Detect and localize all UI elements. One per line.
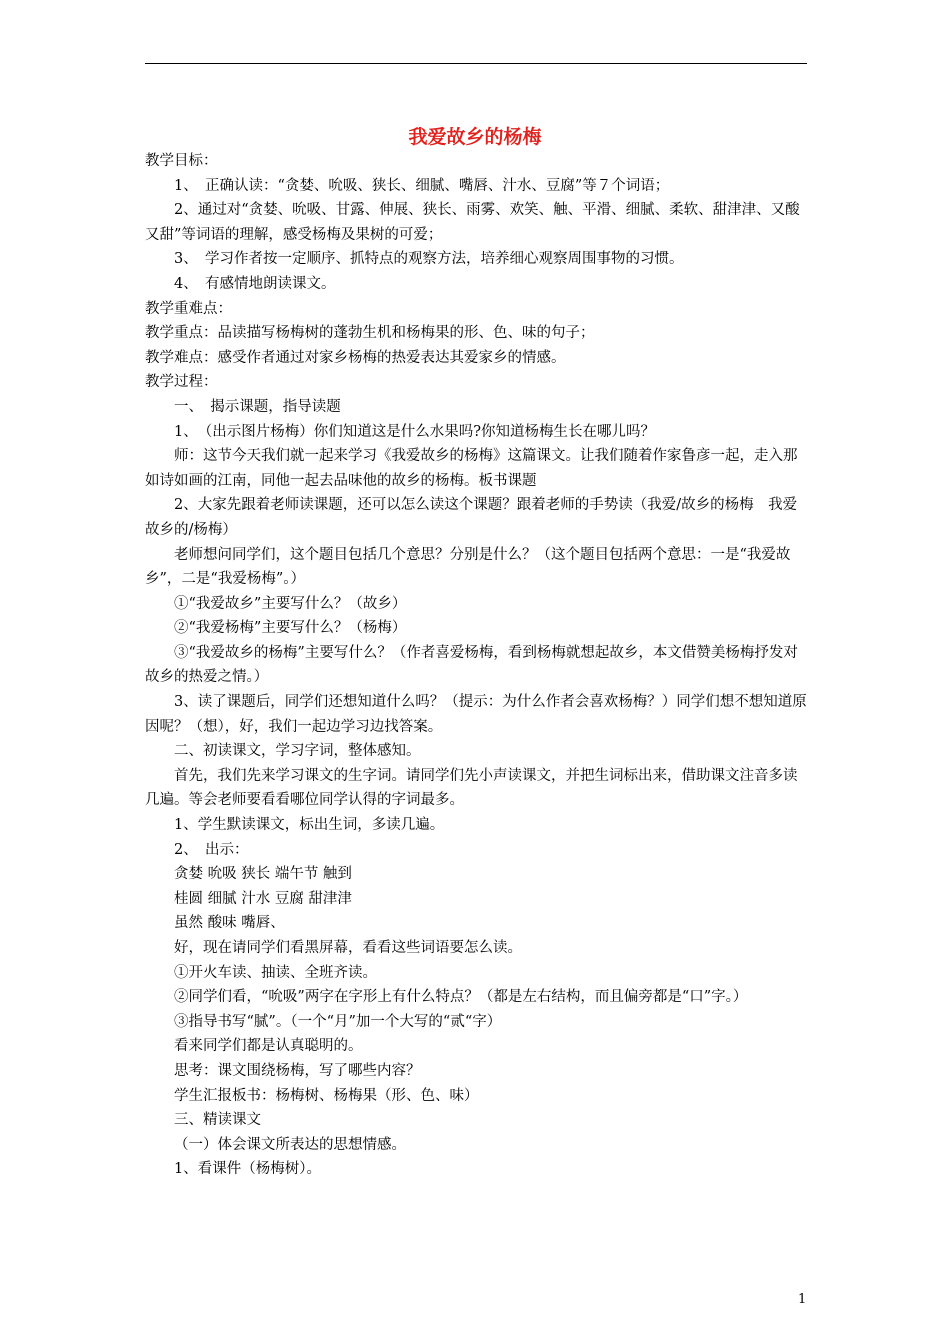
paragraph: 2、大家先跟着老师读课题，还可以怎么读这个课题？跟着老师的手势读（我爱/故乡的杨梅 我爱故乡的/杨梅） — [145, 497, 798, 538]
paragraph: ②同学们看，“吮吸”两字在字形上有什么特点？（都是左右结构，而且偏旁都是“口”字。） — [174, 989, 748, 1006]
paragraph: 学生汇报板书：杨梅树、杨梅果（形、色、味） — [174, 1087, 479, 1104]
paragraph: ②“我爱杨梅”主要写什么？（杨梅） — [174, 620, 407, 637]
paragraph: 三、精读课文 — [174, 1112, 261, 1129]
paragraph: ①“我爱故乡”主要写什么？（故乡） — [174, 595, 407, 612]
paragraph: 虽然 酸味 嘴唇、 — [174, 915, 285, 932]
paragraph: ③“我爱故乡的杨梅”主要写什么？（作者喜爱杨梅，看到杨梅就想起故乡，本文借赞美杨梅抒发对故乡的热爱之情。） — [145, 644, 798, 686]
paragraph: 1、 正确认读：“贪婪、吮吸、狭长、细腻、嘴唇、汁水、豆腐”等７个词语； — [174, 177, 670, 194]
paragraph: 首先，我们先来学习课文的生字词。请同学们先小声读课文，并把生词标出来，借助课文注音多读几遍。等会老师要看看哪位同学认得的字词最多。 — [145, 767, 798, 809]
header-rule — [145, 63, 807, 64]
paragraph: 一、 揭示课题，指导读题 — [174, 398, 341, 415]
paragraph: 桂圆 细腻 汁水 豆腐 甜津津 — [174, 890, 352, 907]
paragraph: 贪婪 吮吸 狭长 端午节 触到 — [174, 866, 352, 883]
paragraph: 教学难点：感受作者通过对家乡杨梅的热爱表达其爱家乡的情感。 — [145, 349, 566, 366]
paragraph: 4、 有感情地朗读课文。 — [174, 275, 336, 292]
paragraph: 老师想问同学们，这个题目包括几个意思？分别是什么？（这个题目包括两个意思：一是“我爱故乡”，二是“我爱杨梅”。） — [145, 546, 791, 588]
paragraph: 1、 （出示图片杨梅）你们知道这是什么水果吗?你知道杨梅生长在哪儿吗？ — [174, 423, 655, 440]
paragraph: 教学重难点： — [145, 300, 232, 317]
paragraph: 1、学生默读课文，标出生词，多读几遍。 — [174, 817, 445, 834]
paragraph: 2、 出示： — [174, 841, 249, 858]
paragraph: 教学过程： — [145, 374, 218, 391]
paragraph: （一）体会课文所表达的思想情感。 — [174, 1136, 406, 1153]
paragraph: 1、看课件（杨梅树）。 — [174, 1161, 321, 1178]
paragraph: ①开火车读、抽读、全班齐读。 — [174, 964, 377, 981]
paragraph: 思考：课文围绕杨梅，写了哪些内容？ — [174, 1062, 421, 1079]
paragraph: ③指导书写“腻”。（一个“月”加一个大写的“贰“字） — [174, 1013, 502, 1030]
paragraph: 3、读了课题后，同学们还想知道什么吗？（提示：为什么作者会喜欢杨梅？）同学们想不想知道原因呢？（想），好，我们一起边学习边找答案。 — [145, 694, 807, 735]
paragraph: 二、初读课文，学习字词，整体感知。 — [174, 743, 421, 760]
paragraph: 看来同学们都是认真聪明的。 — [174, 1038, 363, 1055]
paragraph: 教学目标： — [145, 153, 218, 169]
paragraph: 3、 学习作者按一定顺序、抓特点的观察方法，培养细心观察周围事物的习惯。 — [174, 251, 684, 268]
paragraph: 2、通过对“贪婪、吮吸、甘露、伸展、狭长、雨雾、欢笑、触、平滑、细腻、柔软、甜津津、又酸又甜”等词语的理解，感受杨梅及果树的可爱； — [145, 202, 800, 243]
page-number: 1 — [798, 1292, 807, 1307]
document-title: 我爱故乡的杨梅 — [408, 126, 542, 148]
paragraph: 教学重点：品读描写杨梅树的蓬勃生机和杨梅果的形、色、味的句子； — [145, 325, 595, 342]
paragraph: 师：这节今天我们就一起来学习《我爱故乡的杨梅》这篇课文。让我们随着作家鲁彦一起，走入那如诗如画的江南，同他一起去品味他的故乡的杨梅。板书课题 — [145, 448, 798, 489]
document-body — [145, 149, 807, 1182]
paragraph: 好，现在请同学们看黑屏幕，看看这些词语要怎么读。 — [174, 940, 522, 956]
